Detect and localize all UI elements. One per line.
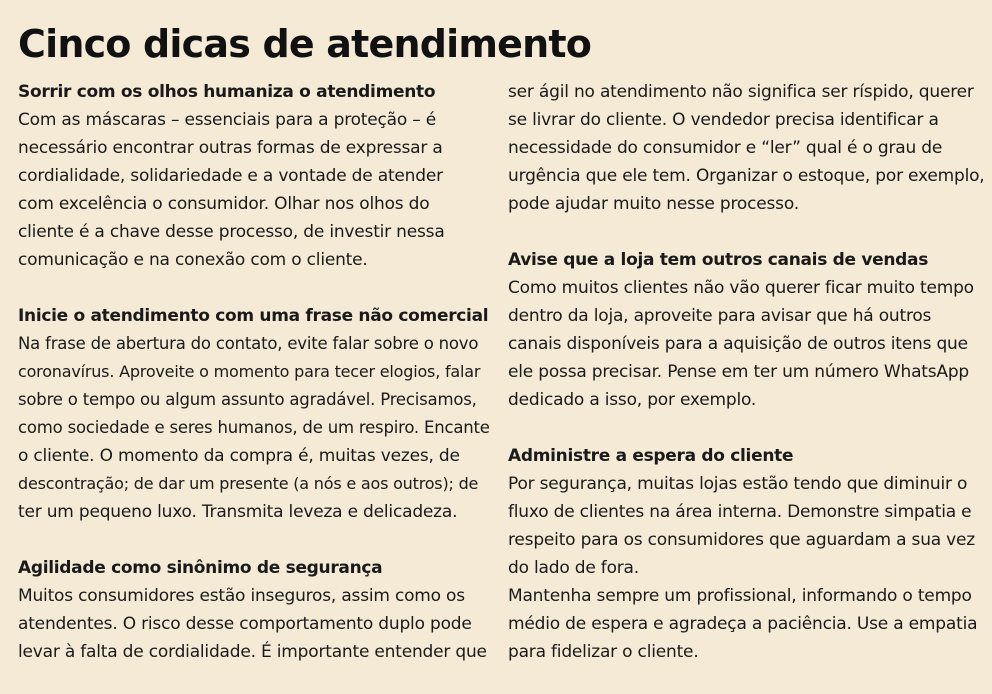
tip-body-line: médio de espera e agradeça a paciência. Use a empatia	[508, 614, 978, 634]
tip-body-line: atendentes. O risco desse comportamento duplo pode	[18, 614, 472, 634]
tip-body	[18, 330, 490, 526]
tip-body-line: se livrar do cliente. O vendedor precisa identificar a	[508, 110, 939, 130]
tip-body	[508, 78, 986, 218]
tip-body	[508, 470, 986, 666]
tip-body-line: canais disponíveis para a aquisição de outros itens que	[508, 334, 968, 354]
tip-body-line: o cliente. O momento da compra é, muitas vezes, de	[18, 446, 460, 466]
tip-body	[18, 106, 490, 274]
tip-body-line: com excelência o consumidor. Olhar nos olhos do	[18, 194, 430, 214]
tip-manage-wait	[508, 442, 986, 666]
tip-body-line: sobre o tempo ou algum assunto agradável. Precisamos,	[18, 390, 477, 409]
tip-body	[508, 274, 986, 414]
tip-heading: Sorrir com os olhos humaniza o atendimento	[18, 82, 436, 102]
tip-body-line: Mantenha sempre um profissional, informando o tempo	[508, 586, 972, 606]
tip-body-line: dedicado a isso, por exemplo.	[508, 390, 757, 410]
tip-heading: Administre a espera do cliente	[508, 446, 794, 466]
tip-agility	[18, 554, 490, 666]
tip-body-line: coronavírus. Aproveite o momento para tecer elogios, falar	[18, 362, 481, 381]
tip-body-line: urgência que ele tem. Organizar o estoque, por exemplo,	[508, 166, 985, 186]
tip-body-line: para fidelizar o cliente.	[508, 642, 699, 662]
tip-body	[18, 582, 490, 666]
tip-body-line: Como muitos clientes não vão querer ficar muito tempo	[508, 278, 974, 298]
tip-body-line: cordialidade, solidariedade e a vontade de atender	[18, 166, 443, 186]
left-column	[18, 78, 490, 694]
tip-body-line: Com as máscaras – essenciais para a proteção – é	[18, 110, 437, 130]
tip-opening-phrase	[18, 302, 490, 526]
tip-body-line: necessário encontrar outras formas de expressar a	[18, 138, 443, 158]
tip-body-line: fluxo de clientes na área interna. Demonstre simpatia e	[508, 502, 972, 522]
tip-body-line: dentro da loja, aproveite para avisar que há outros	[508, 306, 932, 326]
tip-body-line: comunicação e na conexão com o cliente.	[18, 250, 368, 270]
tip-body-line: necessidade do consumidor e “ler” qual é o grau de	[508, 138, 943, 158]
tip-body-line: Na frase de abertura do contato, evite falar sobre o novo	[18, 334, 479, 353]
article-title: Cinco dicas de atendimento	[18, 22, 592, 66]
tip-smile	[18, 78, 490, 274]
tip-body-line: como sociedade e seres humanos, de um respiro. Encante	[18, 418, 490, 437]
tip-body-line: cliente é a chave desse processo, de investir nessa	[18, 222, 445, 242]
tip-body-line: respeito para os consumidores que aguardam a sua vez	[508, 530, 976, 550]
tip-body-line: descontração; de dar um presente (a nós e aos outros); de	[18, 474, 479, 493]
tip-agility-continued	[508, 78, 986, 218]
tip-body-line: ele possa precisar. Pense em ter um número WhatsApp	[508, 362, 970, 382]
tip-body-line: levar à falta de cordialidade. É importante entender que	[18, 642, 487, 662]
tip-other-channels	[508, 246, 986, 414]
tip-heading: Agilidade como sinônimo de segurança	[18, 558, 383, 578]
tip-heading: Avise que a loja tem outros canais de vendas	[508, 250, 929, 270]
right-column	[508, 78, 986, 694]
tip-body-line: ser ágil no atendimento não significa ser ríspido, querer	[508, 82, 974, 102]
tip-body-line: Muitos consumidores estão inseguros, assim como os	[18, 586, 465, 606]
tip-body-line: Por segurança, muitas lojas estão tendo que diminuir o	[508, 474, 968, 494]
tip-body-line: do lado de fora.	[508, 558, 639, 578]
tip-body-line: ter um pequeno luxo. Transmita leveza e delicadeza.	[18, 502, 458, 522]
tip-body-line: pode ajudar muito nesse processo.	[508, 194, 799, 214]
tip-heading: Inicie o atendimento com uma frase não comercial	[18, 306, 489, 326]
